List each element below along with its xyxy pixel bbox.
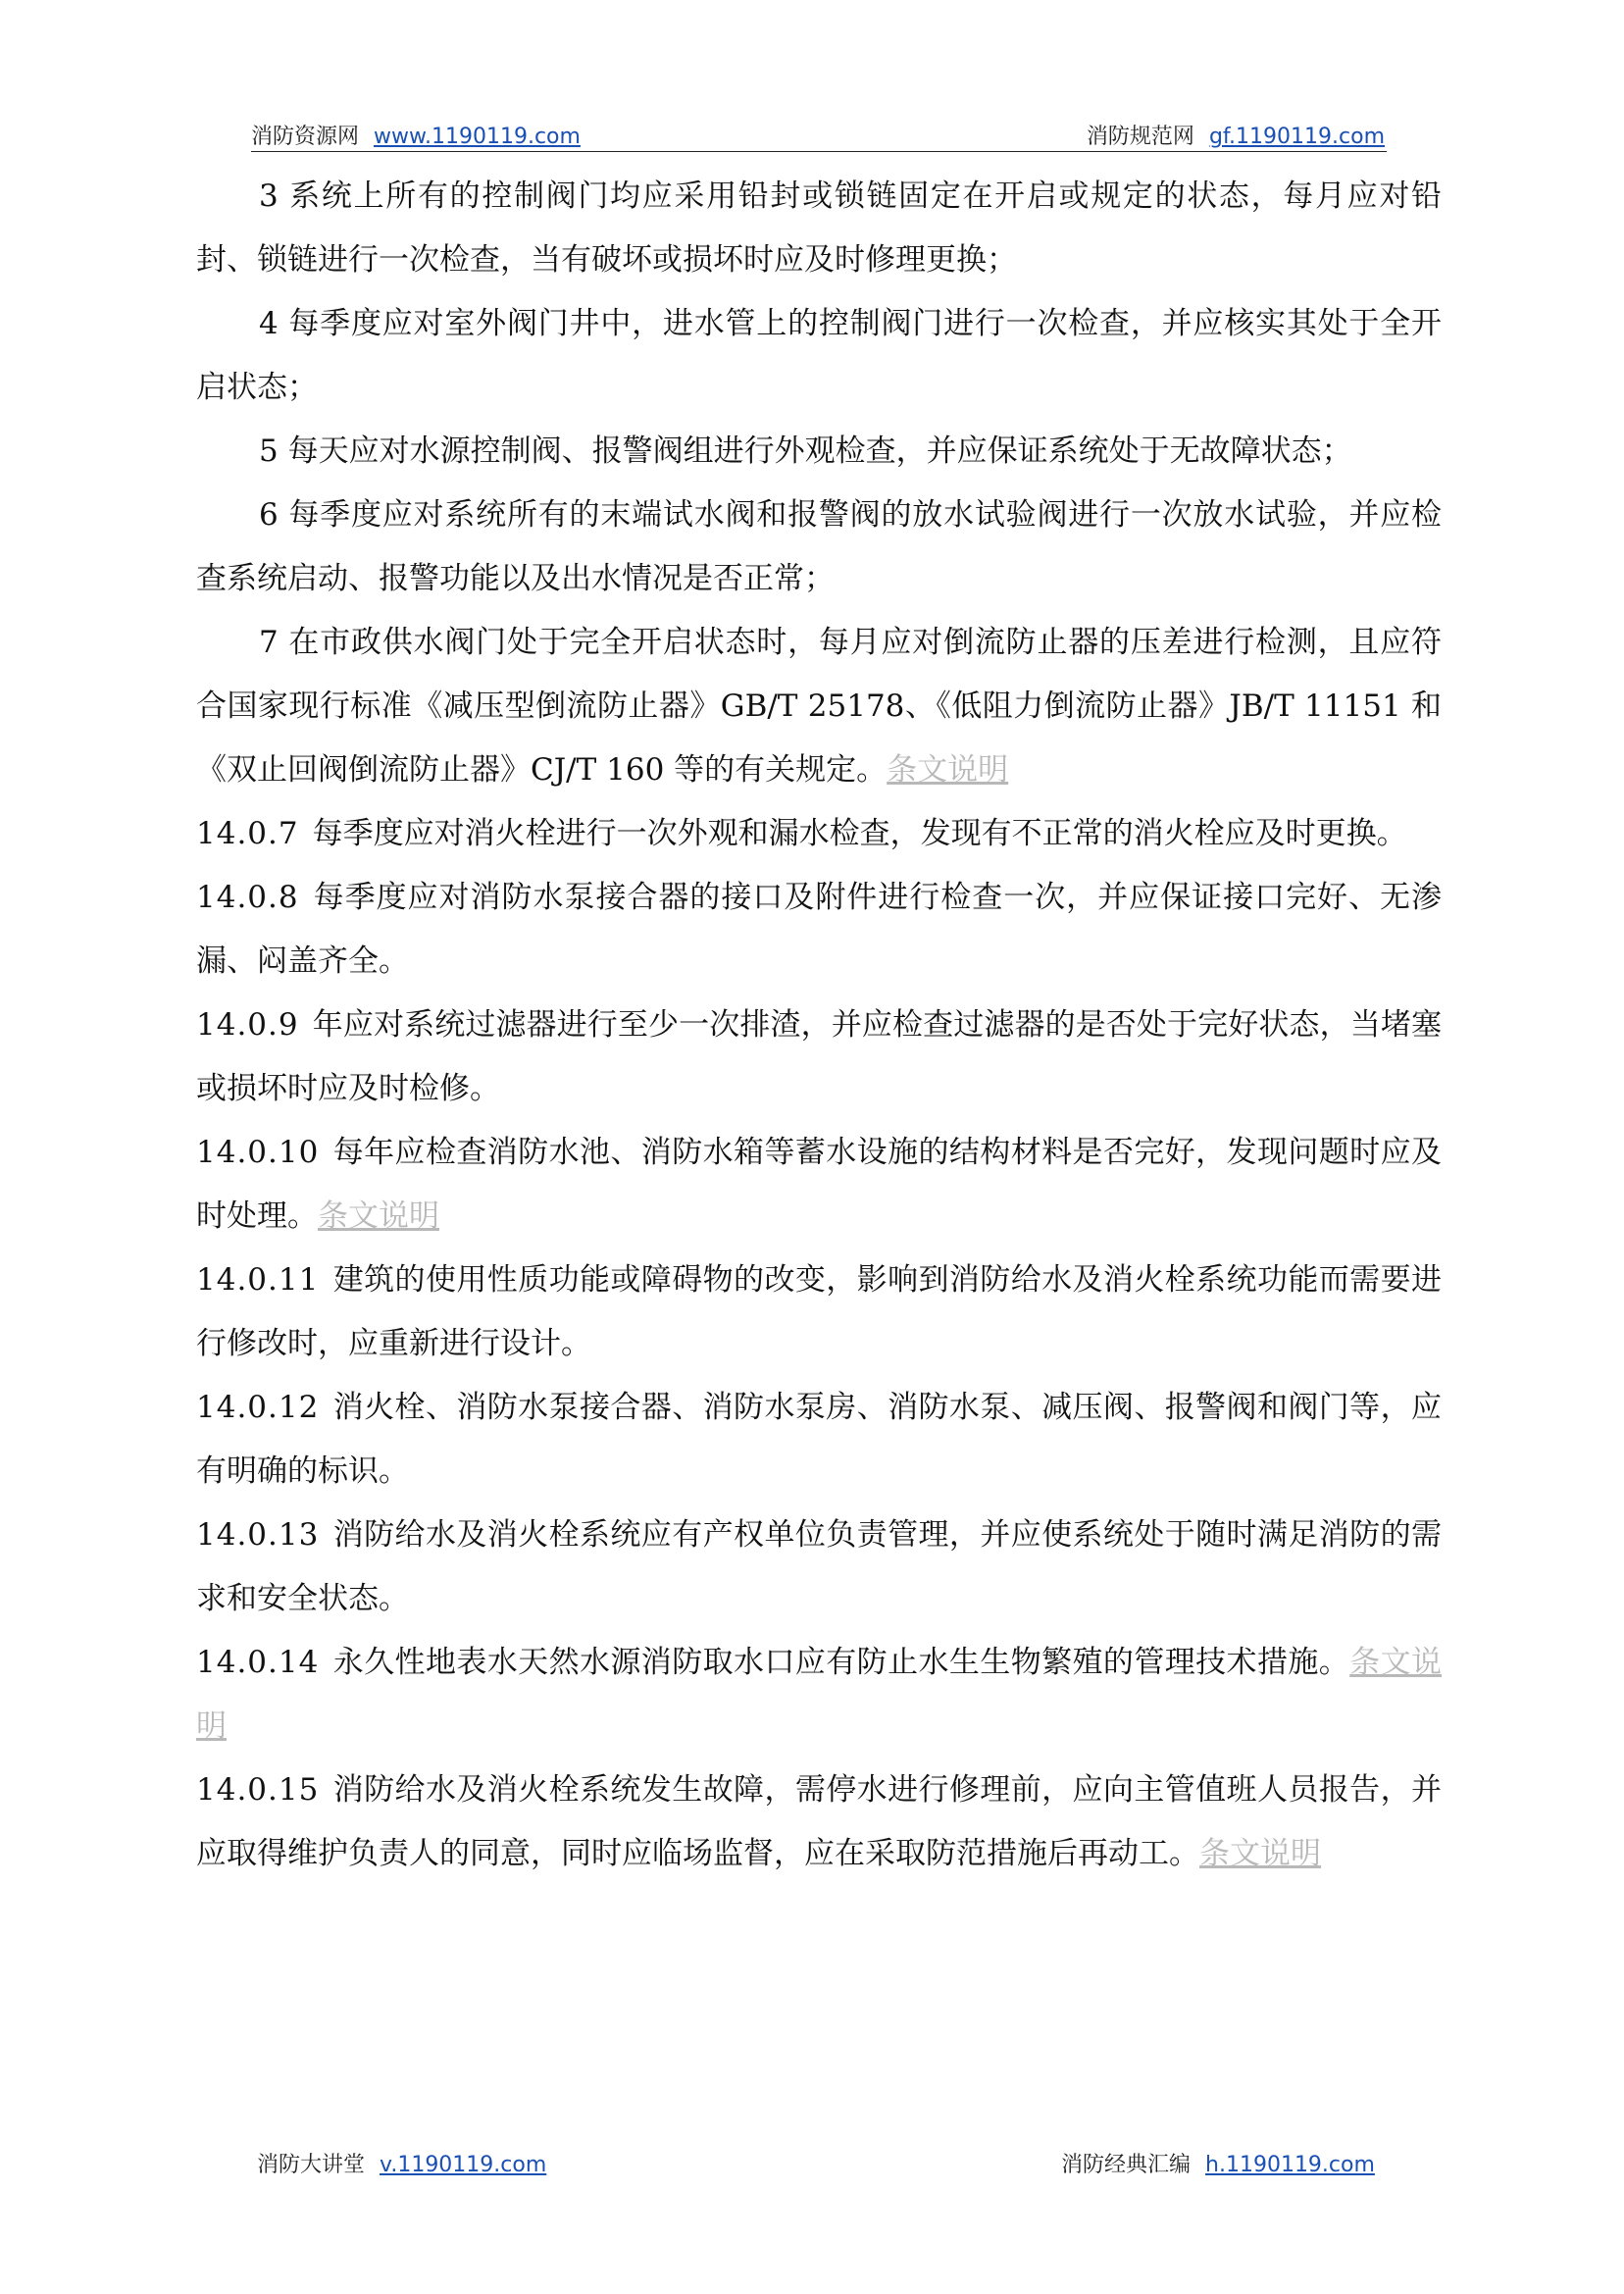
clause-text: 永久性地表水天然水源消防取水口应有防止水生生物繁殖的管理技术措施。	[332, 1645, 1350, 1680]
clause-text: 年应对系统过滤器进行至少一次排渣，并应检查过滤器的是否处于完好状态，当堵塞或损坏时应及时检修。	[196, 1007, 1442, 1106]
footer-left	[257, 2148, 546, 2178]
clause-text: 每年应检查消防水池、消防水箱等蓄水设施的结构材料是否完好，发现问题时应及时处理。	[196, 1135, 1442, 1234]
clause-14-0-9	[196, 994, 1442, 1121]
paragraph-text: 6 每季度应对系统所有的末端试水阀和报警阀的放水试验阀进行一次放水试验，并应检查系统启动、报警功能以及出水情况是否正常；	[196, 497, 1442, 596]
paragraph-text: 3 系统上所有的控制阀门均应采用铅封或锁链固定在开启或规定的状态，每月应对铅封、锁链进行一次检查，当有破坏或损坏时应及时修理更换；	[196, 178, 1442, 278]
list-item-6	[196, 484, 1442, 611]
paragraph-text: 7 在市政供水阀门处于完全开启状态时，每月应对倒流防止器的压差进行检测，且应符合国家现行标准《减压型倒流防止器》GB/T 25178、《低阻力倒流防止器》JB/T 11151 和《双止回阀倒流防止器》CJ/T 160 等的有关规定。	[196, 625, 1442, 788]
list-item-3	[196, 165, 1442, 292]
clause-14-0-13	[196, 1504, 1442, 1631]
footer-left-link[interactable]: v.1190119.com	[380, 2153, 547, 2177]
clause-text: 建筑的使用性质功能或障碍物的改变，影响到消防给水及消火栓系统功能而需要进行修改时，应重新进行设计。	[196, 1262, 1442, 1361]
clause-explanation-link[interactable]: 条文说明	[1199, 1836, 1321, 1871]
paragraph-text: 4 每季度应对室外阀门井中，进水管上的控制阀门进行一次检查，并应核实其处于全开启状态；	[196, 306, 1442, 405]
header-left-site-name: 消防资源网	[251, 125, 360, 149]
header-right	[1087, 120, 1385, 150]
paragraph-text: 5 每天应对水源控制阀、报警阀组进行外观检查，并应保证系统处于无故障状态；	[259, 433, 1352, 469]
clause-number: 14.0.10	[196, 1135, 320, 1170]
clause-explanation-link[interactable]: 条文说明	[318, 1198, 439, 1234]
list-item-7	[196, 611, 1442, 802]
header-right-link[interactable]: gf.1190119.com	[1208, 125, 1385, 149]
clause-text: 消防给水及消火栓系统应有产权单位负责管理，并应使系统处于随时满足消防的需求和安全状态。	[196, 1517, 1442, 1616]
document-body	[196, 165, 1442, 1886]
clause-number: 14.0.14	[196, 1645, 320, 1680]
header-left	[251, 120, 581, 150]
header-right-site-name: 消防规范网	[1086, 125, 1194, 149]
clause-number: 14.0.11	[196, 1262, 320, 1298]
clause-14-0-8	[196, 866, 1442, 994]
clause-14-0-14	[196, 1631, 1442, 1759]
clause-text: 消火栓、消防水泵接合器、消防水泵房、消防水泵、减压阀、报警阀和阀门等，应有明确的标识。	[196, 1390, 1442, 1489]
list-item-5	[196, 420, 1442, 484]
clause-number: 14.0.15	[196, 1772, 320, 1808]
clause-14-0-10	[196, 1121, 1442, 1249]
clause-text: 每季度应对消防水泵接合器的接口及附件进行检查一次，并应保证接口完好、无渗漏、闷盖齐全。	[196, 880, 1442, 979]
list-item-4	[196, 292, 1442, 420]
clause-14-0-7	[196, 802, 1442, 866]
clause-number: 14.0.9	[196, 1007, 299, 1043]
footer-left-site-name: 消防大讲堂	[257, 2153, 366, 2177]
footer-right-site-name: 消防经典汇编	[1061, 2153, 1192, 2177]
clause-number: 14.0.7	[196, 816, 299, 851]
clause-explanation-link[interactable]: 条文说明	[887, 752, 1009, 788]
page-header	[251, 116, 1387, 152]
footer-right-link[interactable]: h.1190119.com	[1205, 2153, 1375, 2177]
clause-14-0-12	[196, 1376, 1442, 1504]
clause-text: 每季度应对消火栓进行一次外观和漏水检查，发现有不正常的消火栓应及时更换。	[312, 816, 1407, 851]
clause-text: 消防给水及消火栓系统发生故障，需停水进行修理前，应向主管值班人员报告，并应取得维护负责人的同意，同时应临场监督，应在采取防范措施后再动工。	[196, 1772, 1442, 1871]
footer-right	[1061, 2148, 1375, 2178]
clause-explanation-link[interactable]: 条文说明	[196, 1645, 1443, 1744]
page-footer	[0, 2148, 1624, 2187]
clause-number: 14.0.8	[196, 880, 299, 915]
clause-14-0-15	[196, 1759, 1442, 1886]
clause-number: 14.0.12	[196, 1390, 320, 1425]
clause-number: 14.0.13	[196, 1517, 320, 1553]
clause-14-0-11	[196, 1249, 1442, 1376]
header-left-link[interactable]: www.1190119.com	[374, 125, 581, 149]
